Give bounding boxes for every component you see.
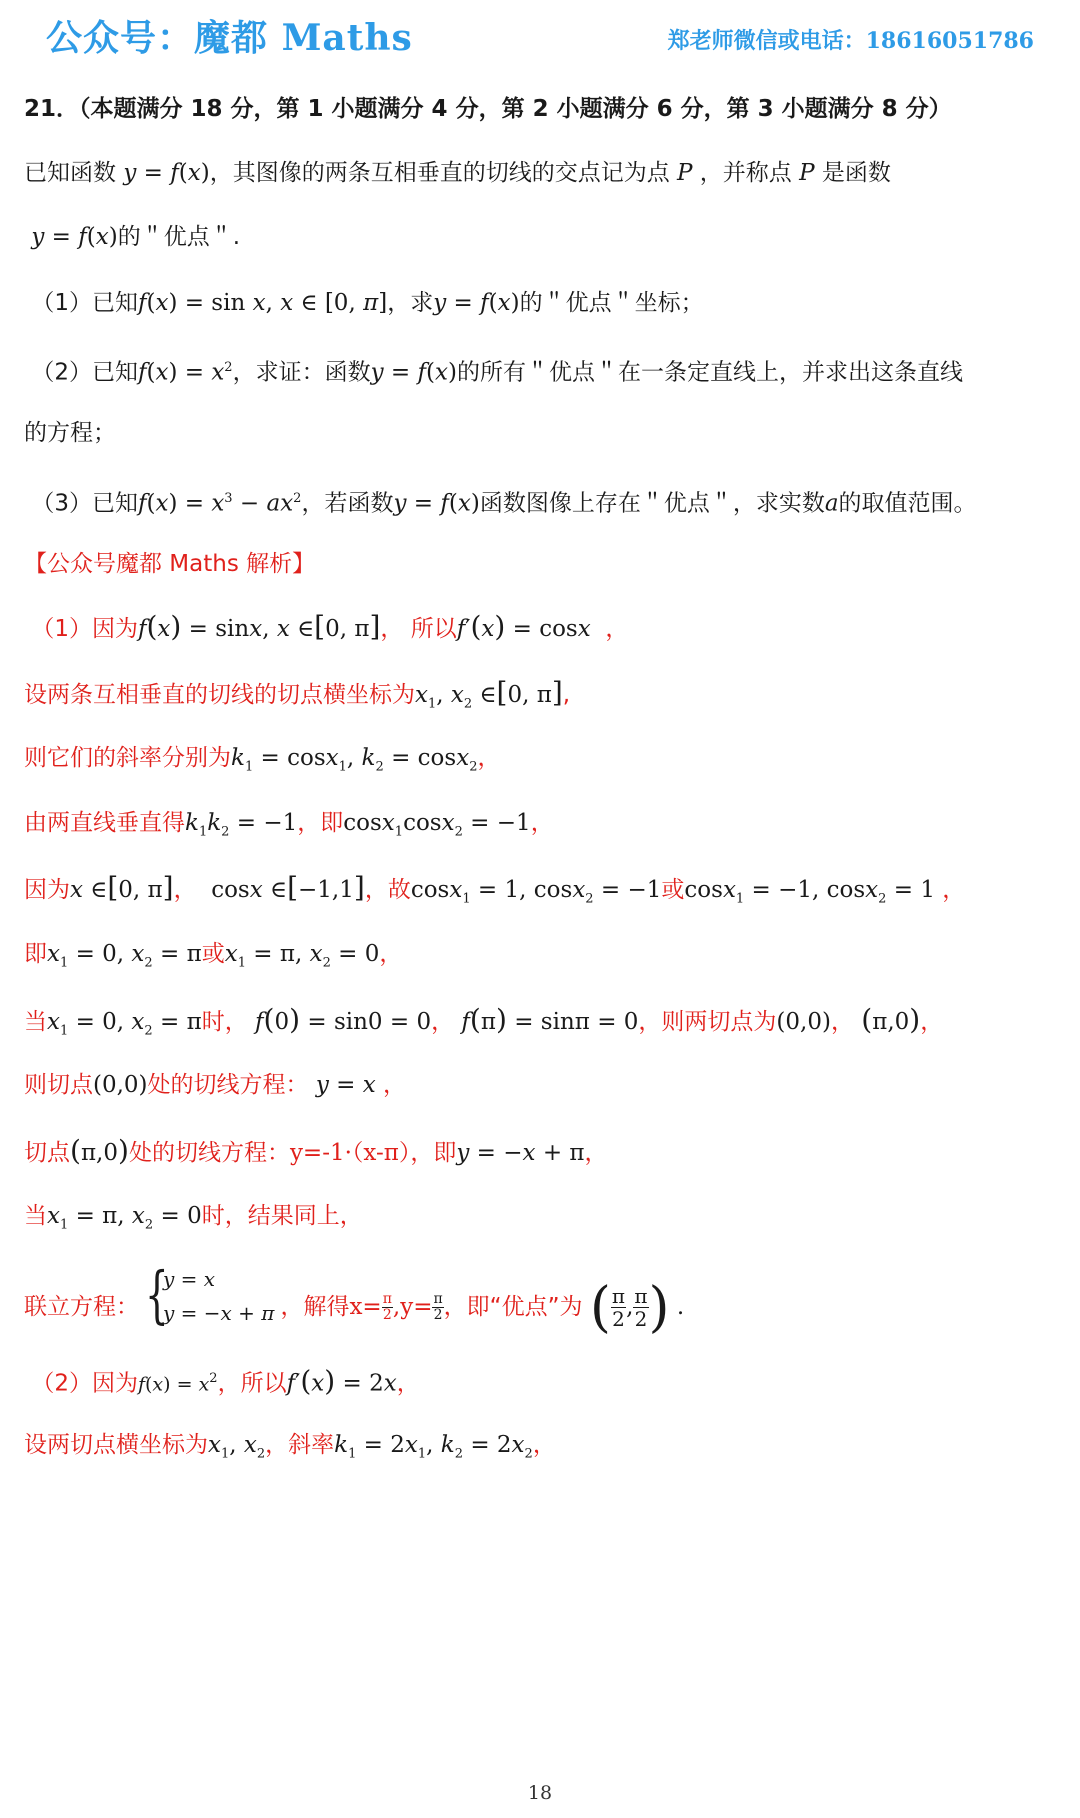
problem-title: 21．（本题满分 18 分，第 1 小题满分 4 分，第 2 小题满分 6 分，第 3 小题满分 8 分）	[24, 96, 952, 122]
solution-line-12: （2）因为$f(x) = x^2$，所以f′(x) = 2x，	[31, 1364, 420, 1398]
problem-part2-line1: （2）已知$f(x) = x^2$，求证：函数y = f(x)的所有＂优点＂在一条定直线上，并求出这条直线	[31, 359, 963, 386]
page-number: 18	[527, 1782, 553, 1804]
problem-part2-line2: 的方程；	[24, 420, 116, 446]
solution-line-1: （1）因为f(x) = sinx, x ∈[0, π]， 所以f′(x) = cosx ，	[31, 610, 629, 643]
solution-line-13: 设两切点横坐标为$x_1$, $x_2$，斜率$k_1 = 2x_1$, $k_2 = 2x_2$，	[24, 1432, 556, 1462]
contact-number: 18616051786	[865, 28, 1034, 54]
solution-line-7: 当$x_1 = 0$, $x_2 = \pi$时， f(0) = sin0 = 0， f(π) = sinπ = 0，则两切点为(0,0)， (π,0)，	[24, 1003, 944, 1039]
problem-part1: （1）已知f(x) = sin x, x ∈ [0, π]，求y = f(x)的＂优点＂坐标；	[31, 290, 704, 316]
solution-line-5: 因为x ∈[0, π]， cosx ∈[−1,1]，故cosx$_1$ = 1, cosx$_2$ = −1或cosx$_1$ = −1, cosx$_2$ = 1 ，	[24, 871, 966, 907]
equation-system: { y = x y = −x + π	[145, 1258, 275, 1331]
solution-line-2: 设两条互相垂直的切线的切点横坐标为$x_1$, $x_2$ ∈[0, π],	[24, 676, 571, 712]
problem-intro-line1: 已知函数 y = f(x)，其图像的两条互相垂直的切线的交点记为点 P ，并称点 P 是函数	[24, 160, 891, 186]
solution-line-10: 当$x_1 = \pi$, $x_2 = 0$时，结果同上，	[24, 1203, 363, 1233]
solution-line-3: 则它们的斜率分别为$k_1 = \cos x_1$, $k_2 = \cos x_2$，	[24, 745, 501, 775]
solution-line-8: 则切点(0,0)处的切线方程： y = x ，	[24, 1072, 407, 1098]
contact-label: 郑老师微信或电话：	[667, 29, 866, 54]
solution-line-9: 切点(π,0)处的切线方程：y=-1·（x-π），即y = −x + π，	[24, 1134, 608, 1167]
problem-intro-line2: y = f(x)的＂优点＂.	[31, 224, 240, 250]
solution-heading: 【公众号魔都 Maths 解析】	[24, 551, 316, 577]
brand-title	[46, 10, 413, 61]
solution-line-11: 联立方程： { y = x y = −x + π ，解得x= $\frac{\pi}{2}$ ,y= $\frac{\pi}{2}$ ，即“优点”为 ( $\frac{\pi}{2}$ , $\frac{\pi}{2}$ ) .	[24, 1262, 1050, 1342]
contact-info	[668, 24, 1034, 55]
solution-line-4: 由两直线垂直得$k_1k_2 = -1$，即cosx$_1$cosx$_2$ = −1，	[24, 810, 554, 840]
brand-cn: 公众号：魔都	[46, 18, 269, 59]
solution-line-6: 即$x_1 = 0$, $x_2 = \pi$或$x_1 = \pi$, $x_2 = 0$，	[24, 941, 403, 971]
brand-latin: Maths	[281, 17, 413, 59]
problem-part3: （3）已知$f(x) = x^3 - ax^2$，若函数y = f(x)函数图像上存在＂优点＂，求实数a的取值范围。	[31, 490, 977, 517]
